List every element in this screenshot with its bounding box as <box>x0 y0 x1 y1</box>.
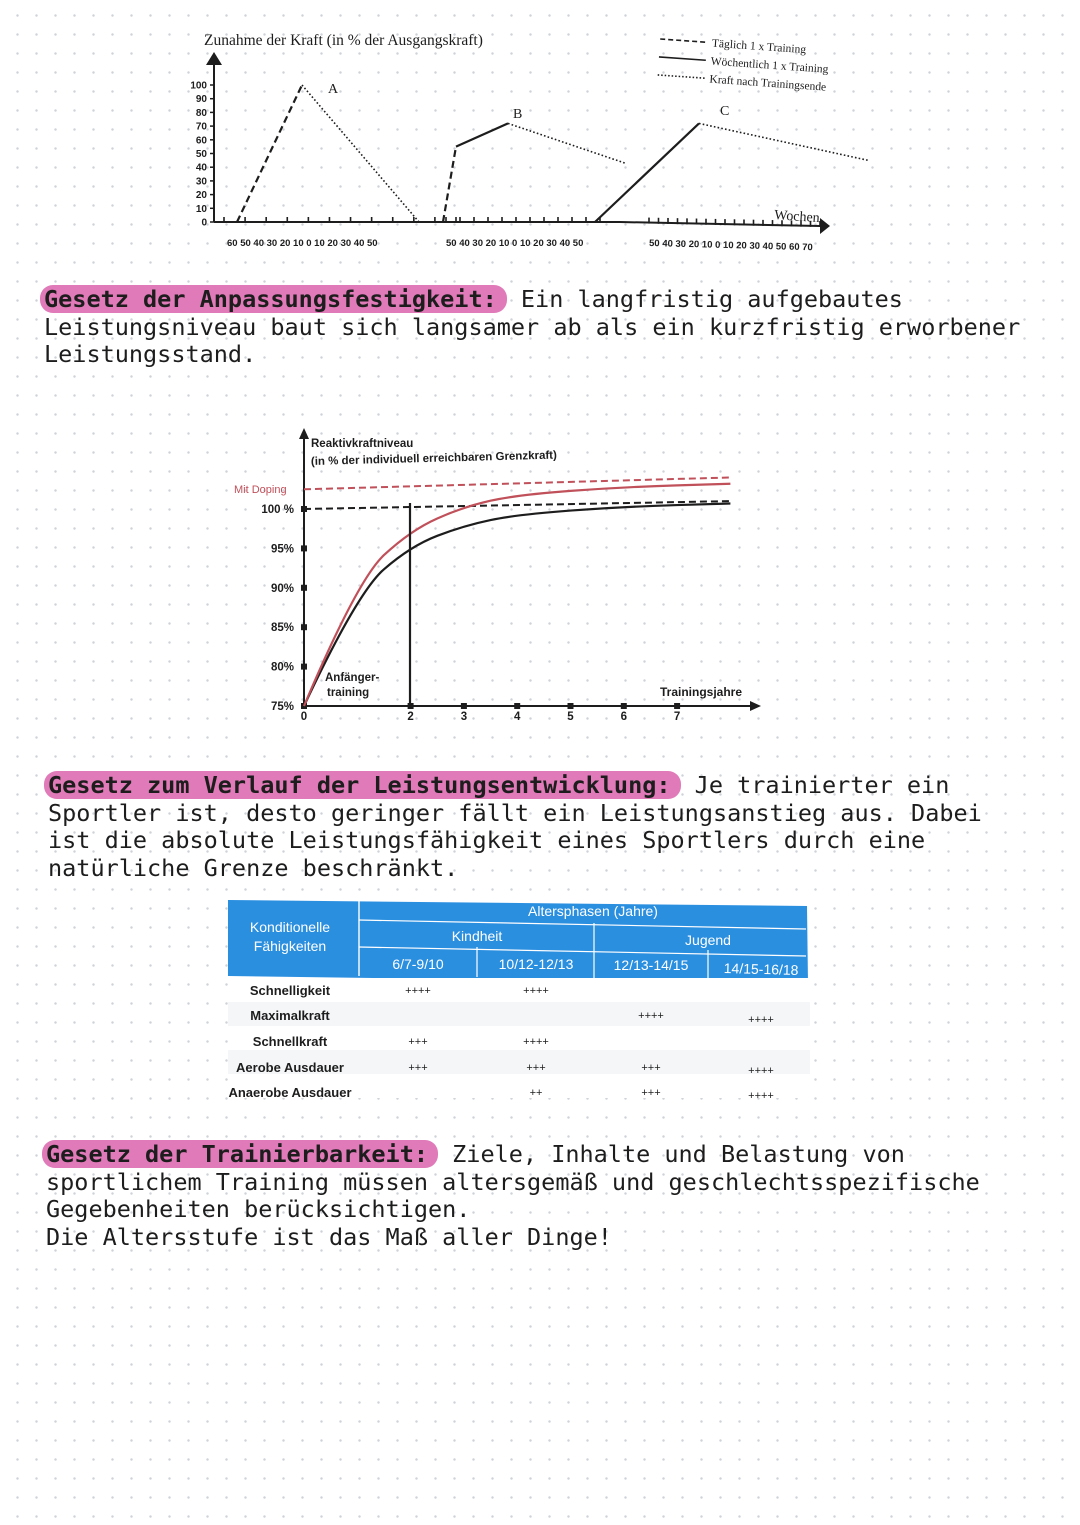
x-ticks-segment-3: 50 40 30 20 10 0 10 20 30 40 50 60 70 <box>648 238 813 254</box>
series-line <box>456 123 508 146</box>
y-tick-label: 0 <box>201 217 207 229</box>
x-tick-label: 6 <box>620 711 628 723</box>
y-tick-label: 70 <box>195 121 207 133</box>
y-tick-mark <box>301 624 307 630</box>
legend-daily-label: Täglich 1 x Training <box>711 37 807 57</box>
cell: +++ <box>641 1087 661 1099</box>
y-tick-label: 95% <box>270 543 294 556</box>
law1-line2: Leistungsniveau baut sich langsamer ab als ein kurzfristig erworbener <box>44 312 1021 341</box>
row-label: Maximalkraft <box>250 1008 330 1023</box>
x-tick-label: 4 <box>513 711 521 723</box>
corner-label-1: Konditionelle <box>249 919 331 935</box>
col-header-3: 12/13-14/15 <box>613 957 689 973</box>
x-label-wochen: Wochen <box>773 208 821 227</box>
strength-gain-chart <box>180 25 840 265</box>
law2-line4: natürliche Grenze beschränkt. <box>48 853 459 882</box>
x-ticks-segment-2: 50 40 30 20 10 0 10 20 30 40 50 <box>446 238 584 249</box>
mit-doping-label: Mit Doping <box>234 484 287 496</box>
law2-line2: Sportler ist, desto geringer fällt ein Leistungsanstieg aus. Dabei <box>48 798 982 827</box>
law3-title: Gesetz der Trainierbarkeit: <box>42 1140 438 1168</box>
col-header-2: 10/12-12/13 <box>498 956 574 972</box>
y-tick-mark <box>301 585 307 591</box>
legend-weekly-label: Wöchentlich 1 x Training <box>710 55 829 76</box>
cell: +++ <box>408 1036 428 1048</box>
law1-line3: Leistungsstand. <box>44 340 257 368</box>
cell: ++++ <box>748 1014 774 1026</box>
law3-line3: Gegebenheiten berücksichtigen. <box>46 1195 471 1223</box>
cell: ++++ <box>748 1090 774 1102</box>
y-tick-label: 100 % <box>261 504 294 516</box>
law3-line1: Ziele, Inhalte und Belastung von <box>438 1140 905 1168</box>
legend-dotted-line <box>658 75 705 78</box>
law3-line4: Die Altersstufe ist das Maß aller Dinge! <box>46 1222 612 1251</box>
cell: ++++ <box>748 1065 774 1077</box>
series-line <box>304 477 730 489</box>
y-tick-label: 20 <box>195 190 207 202</box>
y-tick-mark <box>301 664 307 670</box>
x-tick-label: 0 <box>300 711 308 723</box>
y-tick-label: 85% <box>270 622 294 635</box>
series-line <box>508 123 625 163</box>
col-header-4: 14/15-16/18 <box>723 960 799 978</box>
y-tick-label: 100 <box>190 80 207 92</box>
y-tick-label: 10 <box>195 203 207 215</box>
law2-line1: Je trainierter ein <box>680 771 950 799</box>
beginner-label-1: Anfänger- <box>325 672 380 684</box>
cell: ++++ <box>638 1010 664 1022</box>
cell: ++ <box>529 1087 543 1099</box>
series-line <box>443 147 456 222</box>
label-c: C <box>720 104 730 119</box>
phase-jugend: Jugend <box>685 932 731 948</box>
x-tick-label: 3 <box>460 711 468 723</box>
cell: ++++ <box>523 1036 549 1048</box>
law1-title: Gesetz der Anpassungsfestigkeit: <box>40 285 507 313</box>
group-header: Altersphasen (Jahre) <box>528 903 658 919</box>
row-label: Anaerobe Ausdauer <box>228 1085 352 1100</box>
cell: +++ <box>526 1062 546 1074</box>
row-label: Schnellkraft <box>252 1034 328 1049</box>
cell: ++++ <box>523 985 549 997</box>
table-body <box>228 978 810 1102</box>
beginner-label-2: training <box>327 687 370 699</box>
x-tick-mark <box>568 703 574 709</box>
law2-paragraph <box>48 772 982 882</box>
legend-dashed-line <box>660 39 707 42</box>
col-header-1: 6/7-9/10 <box>392 956 444 972</box>
label-b: B <box>513 107 523 122</box>
chart2-x-arrow <box>750 701 761 711</box>
x-tick-mark <box>674 703 680 709</box>
x-tick-mark <box>514 703 520 709</box>
chart1-x-axis <box>214 222 820 226</box>
x-tick-label: 2 <box>407 711 414 723</box>
chart1-legend <box>657 34 830 94</box>
y-tick-label: 90% <box>270 582 294 595</box>
legend-solid-line <box>659 57 706 60</box>
series-line <box>595 123 699 222</box>
legend-after-label: Kraft nach Trainingsende <box>709 73 827 94</box>
row-label: Schnelligkeit <box>249 983 331 998</box>
y-tick-label: 40 <box>195 162 207 174</box>
law2-title: Gesetz zum Verlauf der Leistungsentwicklung: <box>44 771 681 799</box>
x-tick-mark <box>461 703 467 709</box>
x-label-trainingsjahre: Trainingsjahre <box>660 685 743 699</box>
law2-line3: ist die absolute Leistungsfähigkeit eines Sportlers durch eine <box>48 826 926 854</box>
series-line <box>237 85 302 222</box>
law1-line1: Ein langfristig aufgebautes <box>506 285 903 313</box>
series-line <box>302 85 419 222</box>
y-tick-mark <box>301 545 307 551</box>
law3-line2: sportlichem Training müssen altersgemäß und geschlechtsspezifische <box>46 1167 980 1196</box>
cell: ++++ <box>405 985 431 997</box>
y-tick-label: 75% <box>270 701 294 713</box>
chart1-title: Zunahme der Kraft (in % der Ausgangskraft) <box>204 32 483 49</box>
series-line <box>699 123 868 160</box>
corner-label-2: Fähigkeiten <box>253 938 327 954</box>
reactive-strength-chart <box>220 425 780 725</box>
row-label: Aerobe Ausdauer <box>236 1060 344 1075</box>
law1-paragraph <box>44 286 1020 369</box>
age-phases-table <box>228 898 810 1108</box>
law3-paragraph <box>46 1141 980 1251</box>
cell: +++ <box>641 1062 661 1074</box>
chart2-title: Reaktivkraftniveau <box>311 438 414 450</box>
x-tick-label: 5 <box>567 711 574 723</box>
x-ticks-segment-1: 60 50 40 30 20 10 0 10 20 30 40 50 <box>227 238 378 249</box>
x-tick-label: 7 <box>673 711 681 723</box>
x-tick-mark <box>621 703 627 709</box>
chart1-x-arrow <box>820 218 830 234</box>
y-tick-label: 90 <box>195 94 207 106</box>
y-tick-label: 80% <box>270 661 294 674</box>
age-phases-table-wrap <box>228 898 810 1108</box>
y-tick-label: 80 <box>195 107 207 119</box>
label-a: A <box>328 82 339 97</box>
y-tick-label: 50 <box>195 149 207 160</box>
cell: +++ <box>408 1062 428 1074</box>
phase-kindheit: Kindheit <box>451 928 503 944</box>
y-tick-label: 30 <box>195 176 207 188</box>
y-tick-label: 60 <box>195 135 207 147</box>
chart2-subtitle: (in % der individuell erreichbaren Grenzkraft) <box>310 449 558 468</box>
